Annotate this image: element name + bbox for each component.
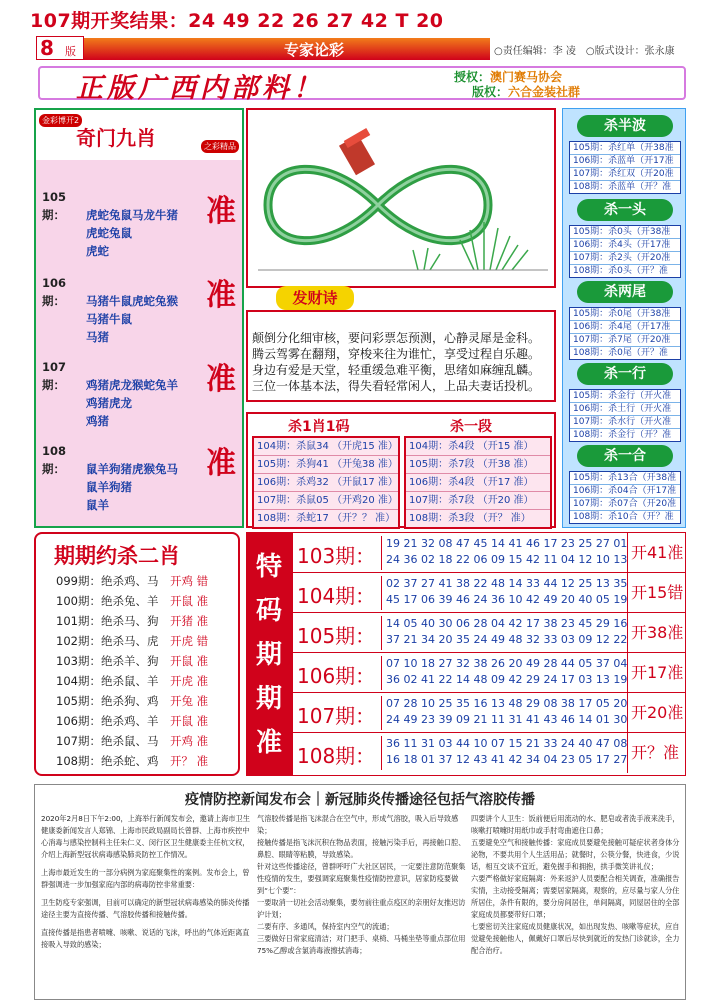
table-row [293,573,685,613]
qimen-row-label: 105期： [42,190,67,222]
qimen-row-line: 虎蛇 [86,244,109,258]
list-item: 108期：杀10合（开？准 [573,512,674,522]
kill-two-result: 开鼠 准 [169,654,209,668]
qimen-row-label: 106期： [42,276,67,308]
list-item [56,732,208,751]
list-item: 107期：杀07合（开20准 [570,498,680,511]
right-section-title: 杀一合 [577,445,673,467]
table-row: 104期：杀4段 （开15 准） [406,438,550,456]
list-item: 108期：杀金行（开？准 [573,430,672,440]
tema-side-char: 码 [255,596,282,626]
table-row: 108期：杀蛇17 （开？？ 准） [257,513,396,524]
right-section [569,363,681,442]
kill-two-text: 104期：绝杀鼠、羊 [56,674,159,688]
tema-numbers [381,536,627,570]
tema-grid [292,532,686,776]
list-item [56,572,208,591]
list-item [56,632,208,651]
qimen-row [42,274,178,346]
right-section-title: 杀半波 [577,115,673,137]
kill-tables-box [246,412,556,528]
tema-issue: 104期： [297,584,376,608]
table-row: 107期：杀7段 （开20 准） [406,492,550,510]
right-section [569,115,681,194]
news-paragraph: 七要密切关注家庭成员健康状况，如出现发热、咳嗽等症状，应自觉避免接触他人，佩戴好口罩后尽快到就近的发热门诊就诊，全力配合治疗。 [471,922,680,955]
table-row: 107期：杀鼠05 （开鸡20 准） [254,492,398,510]
table-row: 104期：杀鼠34 （开虎15 准） [254,438,398,456]
news-column-2 [257,813,469,957]
right-section [569,281,681,360]
tema-issue: 105期： [297,624,376,648]
list-item: 107期：杀7尾（开20准 [570,334,680,347]
tema-num-line: 19 21 32 08 47 45 14 41 46 17 23 25 27 01 [386,537,628,550]
qimen-row [42,188,178,260]
kill-two-text: 099期：绝杀鸡、马 [56,574,159,588]
list-item: 108期：杀0头（开？准 [573,266,668,276]
table-row [293,653,685,693]
table-row [293,613,685,653]
qimen-tag-2: 之彩精品 [201,140,239,153]
list-item: 105期：杀13合（开38准 [570,472,680,485]
tema-numbers [381,696,627,730]
news-paragraph: 上海市最近发生的一部分病例为家庭聚集性的案例。发布会上，曾群强调进一步加强家庭内部的病毒防控非常重要： [41,868,250,889]
list-item [56,612,208,631]
table-row [293,533,685,573]
list-item: 105期：杀红单（开38准 [570,142,680,155]
list-item: 106期：杀4头（开17准 [570,239,680,252]
kill-two-result: 开鸡 准 [169,734,209,748]
tema-side-char: 准 [255,728,282,758]
table-row: 106期：杀4段 （开17 准） [406,474,550,492]
qimen-row-label: 108期： [42,444,67,476]
table-row: 108期：杀3段 （开？ 准） [409,513,531,524]
tema-result: 开？准 [627,733,679,773]
tema-numbers [381,656,627,690]
edition-number: 8 [40,36,54,60]
kill-two-text: 101期：绝杀马、狗 [56,614,159,628]
edition-label: 版 [65,45,76,58]
news-paragraph: 六要严格做好家庭隔离：外来返沪人员要配合相关调查，准确报告实情，主动接受隔离；需要居家隔离，观察的，应尽量与家人分住所居住，条件有限的，要分房间居住，单间隔离，同屋居住的全部家庭成员都要带好口罩； [471,874,680,919]
banner-auth-2 [472,83,580,100]
tema-num-line: 37 21 34 20 35 24 49 48 32 33 03 09 12 22 [386,633,628,646]
tema-num-line: 36 11 31 03 44 10 07 15 21 33 24 40 47 08 [386,737,628,750]
sha1ma-title: 杀1肖1码 [288,419,350,435]
main-banner [38,66,686,104]
right-section-title: 杀两尾 [577,281,673,303]
list-item: 105期：杀金行（开火准 [570,390,680,403]
tema-num-line: 07 28 10 25 35 16 13 48 29 08 38 17 05 20 [386,697,628,710]
shayiduan-table [404,419,552,529]
edition-badge [36,36,84,60]
tema-issue: 108期： [297,744,376,768]
tema-numbers [381,736,627,770]
list-item: 106期：杀4尾（开17准 [570,321,680,334]
poem-title: 发财诗 [276,286,354,310]
news-paragraph: 五要避免空气和接触传播：家庭成员要避免接触可疑症状者身体分泌物，不要共用个人生活用品；就餐时，公筷分餐，快进食，少说话，相互交谈不宜近，避免握手和拥抱，拱手微笑讲礼仪； [471,838,680,871]
qimen-mark: 准 [206,278,236,313]
kill-two-text: 108期：绝杀蛇、鸡 [56,754,159,768]
list-item: 106期：杀04合（开17准 [570,485,680,498]
tema-result: 开15错 [627,573,683,613]
qimen-title: 奇门九肖 [76,126,156,150]
tema-numbers [381,576,627,610]
tema-issue: 103期： [297,544,376,568]
list-item: 107期：杀2头（开20准 [570,252,680,265]
news-paragraph: 二要有序、多通风，保持室内空气的流通； [257,922,394,931]
auth2-key: 版权： [472,85,509,99]
table-row [293,693,685,733]
tema-num-line: 02 37 27 41 38 22 48 14 33 44 12 25 13 35 [386,577,628,590]
tema-side-char: 期 [255,640,282,670]
editor-info: ○责任编辑：李 凌 ○版式设计：张永康 [494,46,675,57]
qimen-row-line: 马猪 [86,330,109,344]
kill-two-title: 期期约杀二肖 [54,544,180,568]
news-paragraph: 2020年2月8日下午2:00，上海举行新闻发布会，邀请上海市卫生健康委新闻发言人郑锦、上海市民政局副局长曾群、上海市疾控中心消毒与感染控制科主任朱仁义、闵行区卫生健康委主任杭文权，介绍上海新型冠状病毒感染肺炎防控工作情况。 [41,814,250,859]
table-row: 106期：杀鸡32 （开鼠17 准） [254,474,398,492]
qimen-row-line: 鼠羊狗猪 [86,480,132,494]
kill-two-text: 107期：绝杀鼠、马 [56,734,159,748]
news-column-1 [41,813,253,951]
news-paragraph: 三要做好日常家庭清洁；对门把手、桌椅、马桶坐垫等重点部位用75%乙醇或含氯消毒液擦拭消毒； [257,934,466,955]
list-item [56,672,208,691]
news-paragraph: 直接传播是指患者喷嚏、咳嗽、说话的飞沫，呼出的气体近距离直接吸入导致的感染； [41,928,250,949]
news-title: 疫情防控新闻发布会｜新冠肺炎传播途径包括气溶胶传播 [185,792,535,808]
tema-num-line: 24 36 02 18 22 06 09 15 42 11 04 12 10 13 [386,553,628,566]
kill-two-text: 106期：绝杀鸡、羊 [56,714,159,728]
news-paragraph: 针对这些传播途径，曾群呼吁广大社区居民，一定要注意防范聚集性疫情的发生，要强调家庭聚集性疫情防控意识，居家防疫要做到“七个要”： [257,862,466,895]
list-item: 107期：杀水行（开火准 [570,416,680,429]
news-paragraph: 一要取消一切社会活动聚集，要勿前往重点疫区的亲朋好友推迟访沪计划； [257,898,466,919]
kill-two-result: 开鼠 准 [169,714,209,728]
tema-num-line: 14 05 40 30 06 28 04 42 17 38 23 45 29 16 [386,617,628,630]
table-row: 105期：杀7段 （开38 准） [406,456,550,474]
list-item [56,692,208,711]
tema-side-char: 特 [255,552,282,582]
qimen-row-line: 鸡猪虎龙 [86,396,132,410]
qimen-row-line: 虎蛇兔鼠 [86,226,132,240]
kill-two-text: 100期：绝杀兔、羊 [56,594,159,608]
table-row [293,733,685,773]
tema-num-line: 36 02 41 22 14 48 09 42 29 24 17 03 13 19 [386,673,628,686]
list-item [56,712,208,731]
tema-result: 开17准 [627,653,683,693]
news-column-3 [471,813,683,957]
qimen-header [36,110,242,160]
table-row: 105期：杀狗41 （开兔38 准） [254,456,398,474]
kill-two-result: 开猪 准 [169,614,209,628]
result-headline: 107期开奖结果：24 49 22 26 27 42 T 20 [30,10,444,32]
qimen-row-label: 107期： [42,360,67,392]
news-section [34,784,686,1000]
tema-result: 开38准 [627,613,683,653]
list-item: 106期：杀蓝单（开17准 [570,155,680,168]
list-item: 108期：杀蓝单（开？准 [573,182,672,192]
kill-two-result: 开？ 准 [169,754,209,768]
qimen-row-line: 马猪牛鼠 [86,312,132,326]
qimen-body [36,160,242,526]
list-item: 105期：杀0尾（开38准 [570,308,680,321]
kill-two-result: 开鼠 准 [169,594,209,608]
tema-side-char: 期 [255,684,282,714]
poem-box [246,310,556,402]
tema-result: 开20准 [627,693,683,733]
qimen-row-line: 鼠羊狗猪虎猴兔马 [86,462,178,476]
qimen-row [42,442,178,514]
illustration [246,108,556,288]
qimen-row-line: 虎蛇兔鼠马龙牛猪 [86,208,178,222]
qimen-row-line: 鸡猪虎龙猴蛇兔羊 [86,378,178,392]
kill-two-result: 开虎 准 [169,674,209,688]
kill-two-result: 开兔 准 [169,694,209,708]
news-paragraph: 四要讲个人卫生：饭前便后用流动的水、肥皂或者洗手液来洗手，咳嗽打喷嚏时用纸巾或手肘弯曲遮住口鼻； [471,814,680,835]
qimen-mark: 准 [206,362,236,397]
auth1-key: 授权： [454,70,491,84]
tema-num-line: 24 49 23 39 09 21 11 31 41 43 46 14 01 30 [386,713,628,726]
right-section-title: 杀一行 [577,363,673,385]
tema-issue: 107期： [297,704,376,728]
list-item: 108期：杀0尾（开？准 [573,348,668,358]
shayiduan-title: 杀一段 [450,419,492,435]
column-bar [84,38,490,60]
news-paragraph: 气溶胶传播是指飞沫混合在空气中，形成气溶胶，吸入后导致感染； [257,814,459,835]
right-column [562,108,686,528]
sha1ma-table [252,419,400,529]
list-item [56,592,208,611]
auth2-value: 六合金装社群 [508,85,581,99]
poem-line: 腾云驾雾在翻翔，穿梭来往为谁忙，享受过程自乐趣。 [252,347,541,361]
poem-line: 颠倒分化细审核，要问彩票怎预测，心静灵犀是金科。 [252,331,541,345]
right-section-title: 杀一头 [577,199,673,221]
list-item: 106期：杀土行（开火准 [570,403,680,416]
qimen-row-line: 鸡猪 [86,414,109,428]
qimen-mark: 准 [206,194,236,229]
qimen-tag-1: 金彩博开2 [39,114,82,127]
kill-two-text: 102期：绝杀马、虎 [56,634,159,648]
poem-line: 三位一体基本法，得失看轻常闲人，上品夫妻话投机。 [252,379,541,393]
qimen-row-line: 马猪牛鼠虎蛇兔猴 [86,294,178,308]
tema-numbers [381,616,627,650]
qimen-box [34,108,244,528]
qimen-row [42,358,178,430]
right-section [569,199,681,278]
qimen-mark: 准 [206,446,236,481]
banner-title: 正版广西内部料！ [76,73,324,104]
tema-num-line: 07 10 18 27 32 38 26 20 49 28 44 05 37 04 [386,657,628,670]
list-item: 105期：杀0头（开38准 [570,226,680,239]
tema-num-line: 16 18 01 37 12 43 41 42 34 04 23 05 17 27 [386,753,628,766]
tema-result: 开41准 [627,533,683,573]
list-item [56,652,208,671]
kill-two-text: 105期：绝杀狗、鸡 [56,694,159,708]
kill-two-zodiac-box [34,532,240,776]
auth1-value: 澳门赛马协会 [490,70,563,84]
kill-two-result: 开鸡 错 [169,574,209,588]
column-title: 专家论彩 [284,41,345,59]
list-item: 107期：杀红双（开20准 [570,168,680,181]
news-paragraph: 卫生防疫专家强调，目前可以确定的新型冠状病毒感染的肺炎传播途径主要为直接传播、气溶胶传播和接触传播。 [41,898,250,919]
list-item [56,752,208,771]
kill-two-result: 开虎 错 [169,634,209,648]
infinity-grass-illustration [248,110,554,286]
qimen-row-line: 鼠羊 [86,498,109,512]
kill-two-text: 103期：绝杀羊、狗 [56,654,159,668]
right-section [569,445,681,524]
tema-num-line: 45 17 06 39 46 24 36 10 42 49 20 40 05 19 [386,593,628,606]
tema-issue: 106期： [297,664,376,688]
news-paragraph: 接触传播是指飞沫沉积在物品表面，接触污染手后，再接触口腔、鼻腔、眼睛等粘膜，导致感染。 [257,838,466,859]
tema-side-label [246,532,292,776]
poem-line: 身边有爱是天堂，轻重缓急难平衡，思绪如麻缠乱麟。 [252,363,541,377]
